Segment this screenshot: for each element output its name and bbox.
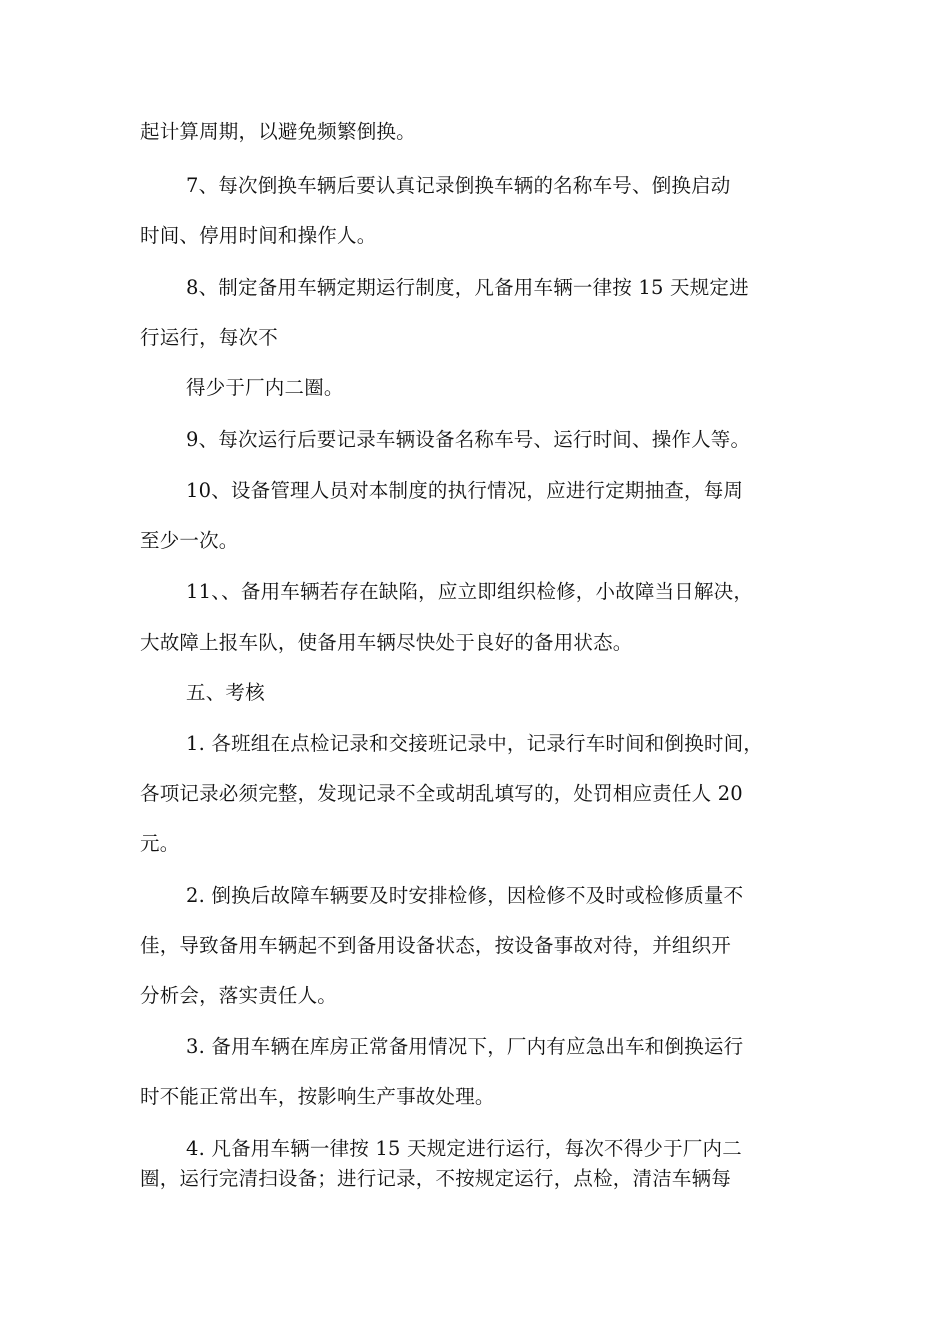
text-line: 4. 凡备用车辆一律按 15 天规定进行运行，每次不得少于厂内二 xyxy=(186,1137,742,1160)
text-line: 9、每次运行后要记录车辆设备名称车号、运行时间、操作人等。 xyxy=(186,428,751,451)
text-line: 7、每次倒换车辆后要认真记录倒换车辆的名称车号、倒换启动 xyxy=(186,174,731,197)
text-line: 大故障上报车队，使备用车辆尽快处于良好的备用状态。 xyxy=(140,631,633,654)
text-line: 行运行，每次不 xyxy=(140,326,278,349)
text-line: 8、制定备用车辆定期运行制度，凡备用车辆一律按 15 天规定进 xyxy=(186,276,749,299)
text-line: 时不能正常出车，按影响生产事故处理。 xyxy=(140,1085,495,1108)
text-line: 至少一次。 xyxy=(140,529,239,552)
text-line: 2. 倒换后故障车辆要及时安排检修，因检修不及时或检修质量不 xyxy=(186,884,744,907)
text-line: 1. 各班组在点检记录和交接班记录中，记录行车时间和倒换时间， xyxy=(186,732,764,755)
text-line: 起计算周期，以避免频繁倒换。 xyxy=(140,120,416,143)
text-line: 元。 xyxy=(140,832,180,855)
text-line: 3. 备用车辆在库房正常备用情况下，厂内有应急出车和倒换运行 xyxy=(186,1035,744,1058)
text-line: 得少于厂内二圈。 xyxy=(186,376,344,399)
section-heading: 五、考核 xyxy=(186,681,265,704)
text-line: 11、、备用车辆若存在缺陷，应立即组织检修，小故障当日解决， xyxy=(186,580,754,603)
text-line: 时间、停用时间和操作人。 xyxy=(140,224,377,247)
text-line: 圈，运行完清扫设备；进行记录，不按规定运行，点检，清洁车辆每 xyxy=(140,1167,732,1190)
text-line: 佳，导致备用车辆起不到备用设备状态，按设备事故对待，并组织开 xyxy=(140,934,732,957)
text-line: 分析会，落实责任人。 xyxy=(140,984,338,1007)
text-line: 10、设备管理人员对本制度的执行情况，应进行定期抽查，每周 xyxy=(186,479,744,502)
text-line: 各项记录必须完整，发现记录不全或胡乱填写的，处罚相应责任人 20 xyxy=(140,782,743,805)
